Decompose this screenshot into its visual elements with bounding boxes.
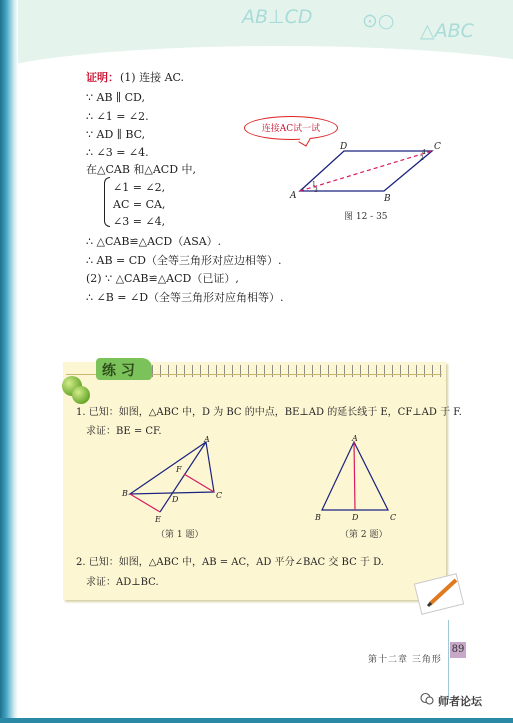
fig1-label-a: A [204,436,210,444]
exercise-tab [96,358,152,380]
notebook-spiral [148,365,444,377]
fig1-label-f: F [176,465,182,474]
segment-ad [354,442,355,510]
green-ball-decoration [72,386,90,404]
header-symbol: △ABC [420,20,474,42]
segment-be [130,494,160,512]
fig2-label-c: C [390,513,397,522]
angle-label: 2 [420,155,424,162]
segment-cf [184,474,214,492]
chapter-title: 第十二章 三角形 [368,655,442,665]
proof-line: ∠1 = ∠2, [113,181,166,194]
vertex-label-c: C [434,142,441,152]
margin-line [448,620,449,700]
fig1-label-e: E [155,515,161,524]
proof-line: ∴ AB = CD（全等三角形对应边相等）. [86,254,282,267]
proof-line: ∵ AD ∥ BC, [86,128,146,141]
angle-label: 4 [422,149,426,156]
header-symbol: ⊙○ [362,10,395,32]
proof-line: ∵ AB ∥ CD, [86,91,145,104]
question-2-text: 2. 已知：如图，△ABC 中，AB = AC，AD 平分∠BAC 交 BC 于 D. [76,557,384,568]
proof-line: (2) ∵ △CAB≌△ACD（已证）, [86,272,239,285]
proof-line: ∴ △CAB≌△ACD（ASA）. [86,235,222,248]
watermark-text: 师者论坛 [438,695,482,708]
vertex-label-d: D [340,142,348,152]
brace [104,177,110,227]
question-1-prove: 求证：BE = CF. [86,426,162,437]
figure-caption: （第 2 题） [340,530,388,540]
page-edge-strip [0,0,18,723]
figure-parallelogram [284,138,444,208]
pencil-icon [422,574,462,610]
fig1-label-c: C [216,491,223,500]
vertex-label-a: A [290,191,297,201]
proof-line: 在△CAB 和△ACD 中, [86,163,197,176]
proof-line: ∴ ∠B = ∠D（全等三角形对应角相等）. [86,291,284,304]
proof-line: AC = CA, [113,198,166,211]
diagonal-ac-dashed [300,151,432,191]
hint-bubble [244,116,338,140]
question-1-text: 1. 已知：如图，△ABC 中，D 为 BC 的中点，BE⊥AD 的延长线于 E，CF⊥AD 于 F. [76,407,462,418]
angle-label: 3 [314,187,318,194]
header-symbol: AB⊥CD [242,6,313,28]
angle-label: 1 [312,181,316,188]
bottom-bar [0,718,513,723]
page-number: 89 [451,644,465,655]
fig2-label-d: D [352,513,359,522]
exercise-title: 练 习 [102,363,135,379]
proof-line: (1) 连接 AC. [120,71,185,84]
fig2-label-b: B [315,513,321,522]
figure-caption: （第 1 题） [156,530,204,540]
pencil-tip [428,603,431,606]
wechat-icon [420,692,434,706]
fig1-label-d: D [172,495,179,504]
header-band [18,0,513,78]
vertex-label-b: B [384,194,391,204]
proof-line: ∴ ∠3 = ∠4. [86,146,149,159]
figure-caption: 图 12 - 35 [344,212,388,222]
proof-line: ∠3 = ∠4, [113,215,166,228]
pencil-body [430,580,456,604]
figure-question-1 [120,436,230,524]
figure-question-2 [314,434,404,524]
fig2-label-a: A [352,434,358,443]
proof-line: ∴ ∠1 = ∠2. [86,110,149,123]
parallelogram-outline [300,151,432,191]
fig1-label-b: B [122,489,128,498]
proof-label: 证明： [86,71,119,84]
line-ad-extended [160,442,206,512]
question-2-prove: 求证：AD⊥BC. [86,577,159,588]
hint-bubble-text: 连接AC试一试 [261,124,321,134]
